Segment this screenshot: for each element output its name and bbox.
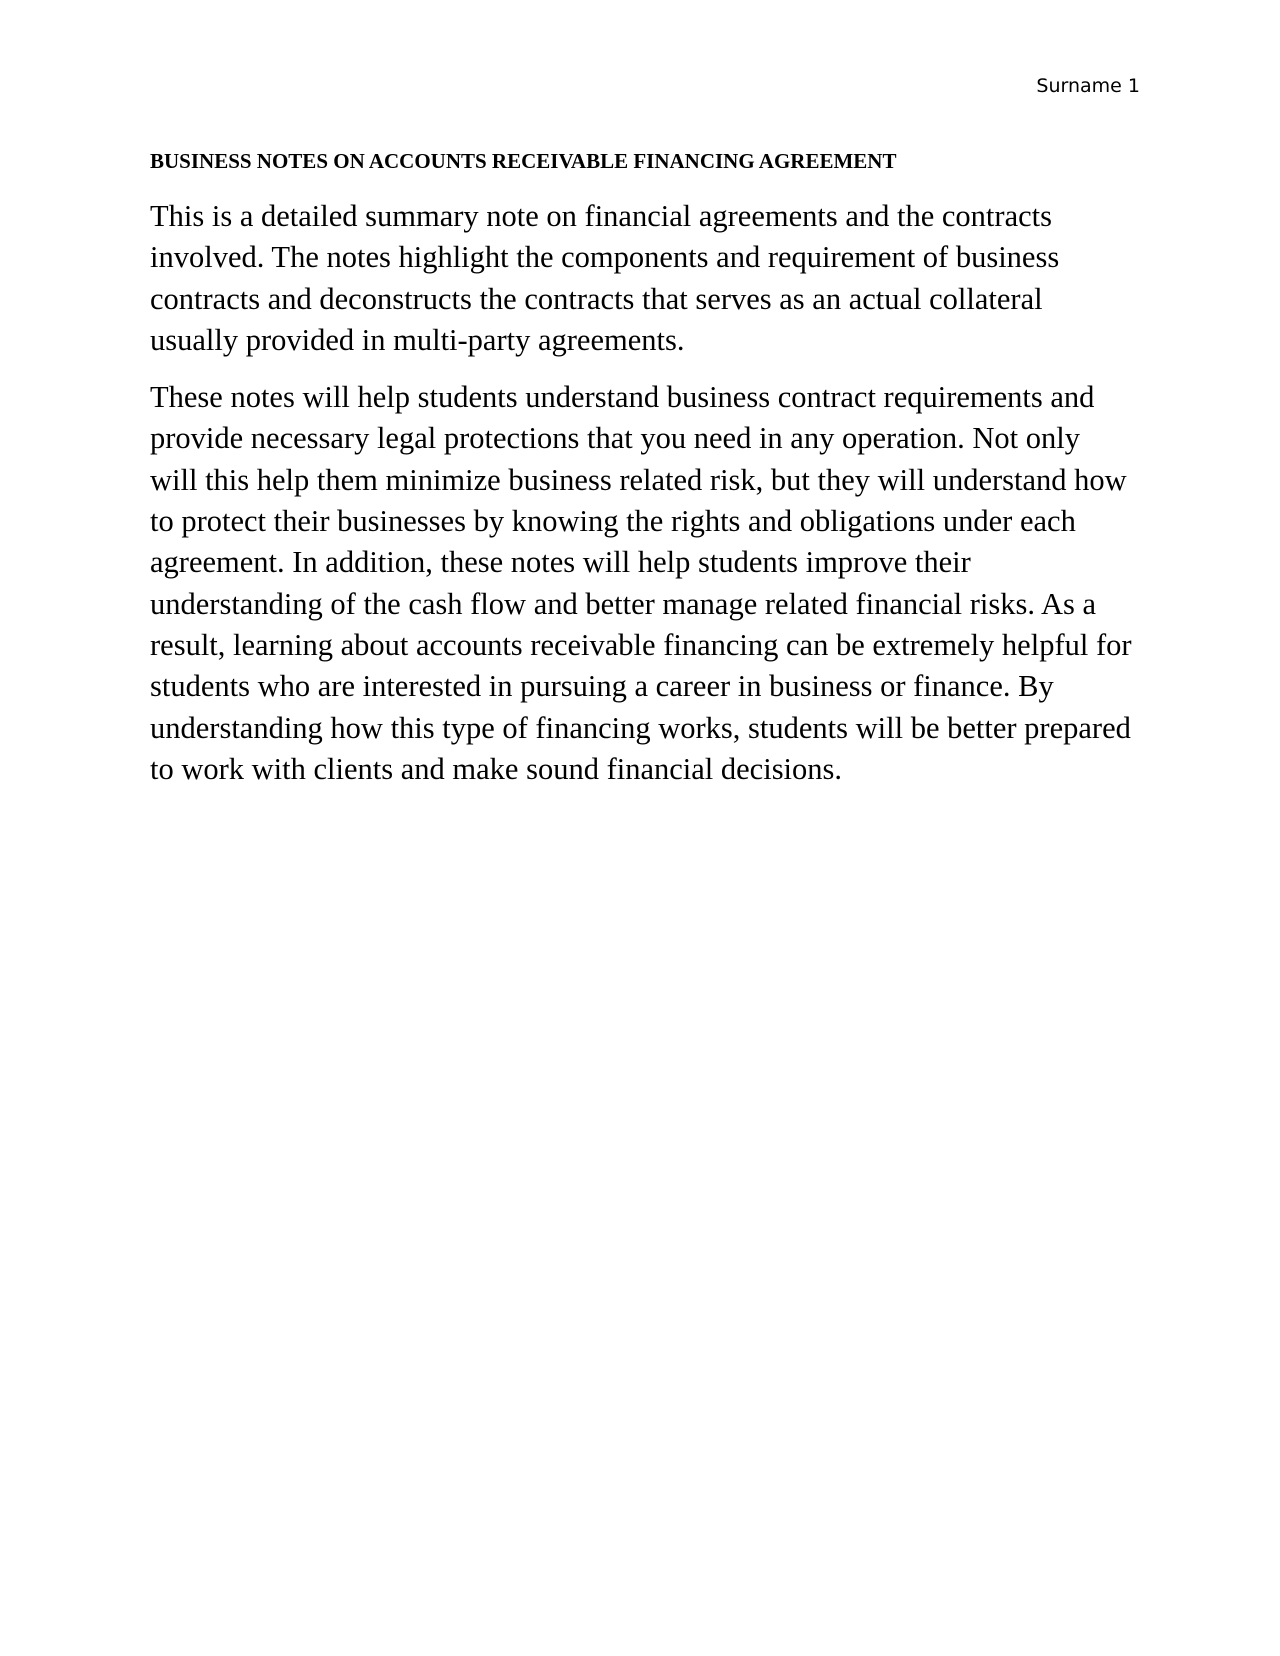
running-header: Surname 1 (1036, 75, 1140, 97)
document-title: BUSINESS NOTES ON ACCOUNTS RECEIVABLE FINANCING AGREEMENT (150, 149, 897, 173)
document-body (150, 148, 1135, 806)
paragraph-intro: This is a detailed summary note on financial agreements and the contracts involved. The notes highlight the components and requirement of business contracts and deconstructs the contracts that serves as an actual collateral usually provided in multi-party agreements. (150, 199, 1060, 357)
paragraph-benefits: These notes will help students understand business contract requirements and provide necessary legal protections that you need in any operation. Not only will this help them minimize business related risk, but they will understand how to protect their businesses by knowing the rights and obligations under each agreement. In addition, these notes will help students improve their understanding of the cash flow and better manage related financial risks. As a result, learning about accounts receivable financing can be extremely helpful for students who are interested in pursuing a career in business or finance. By understanding how this type of financing works, students will be better prepared to work with clients and make sound financial decisions. (150, 380, 1132, 786)
